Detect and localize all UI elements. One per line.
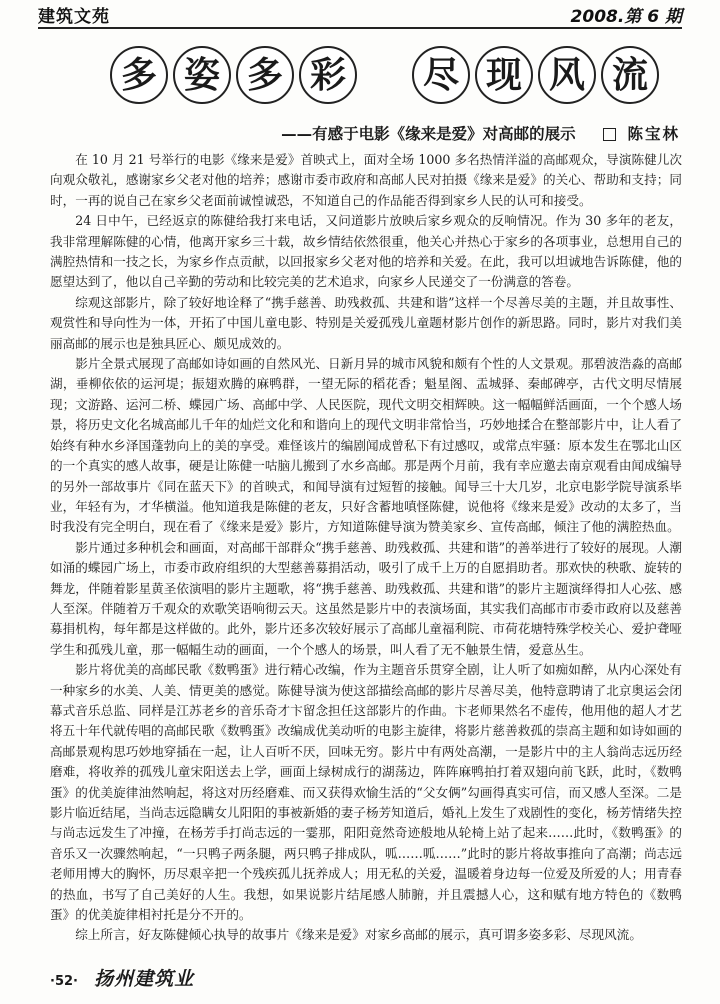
issue-number: 2008.第 6 期 — [570, 7, 682, 27]
article-subtitle: ——有感于电影《缘来是爱》对高邮的展示 — [281, 125, 576, 143]
article-body — [50, 150, 682, 943]
title-char: 流 — [601, 46, 659, 104]
paragraph: 在 10 月 21 号举行的电影《缘来是爱》首映式上，面对全场 1000 多名热情洋溢的高邮观众，导演陈健儿次向观众敬礼，感谢家乡父老对他的培养；感谢市委市政府和高邮人民对拍摄《缘来是爱》的关心、帮助和支持；同时，一再的说自己在家乡父老面前诚惶诚恐，不知道自己的作品能否得到家乡人民的认可和接受。 — [50, 152, 682, 208]
section-name: 建筑文苑 — [38, 7, 110, 27]
header-rule — [38, 27, 682, 29]
article-subtitle-line — [281, 122, 680, 144]
magazine-logo: 扬州建筑业 — [94, 968, 195, 990]
page-number: ·52· — [50, 974, 78, 989]
title-char: 尽 — [412, 46, 470, 104]
author-name: 陈宝林 — [627, 125, 680, 143]
title-char: 多 — [236, 46, 294, 104]
title-char: 风 — [538, 46, 596, 104]
paragraph: 影片全景式展现了高邮如诗如画的自然风光、日新月异的城市风貌和颇有个性的人文景观。那碧波浩淼的高邮湖，垂柳依依的运河堤；振翅欢腾的麻鸭群，一望无际的稻花香；魁星阁、盂城驿、秦邮碑亭，古代文明尽情展现；文游路、运河二桥、蝶园广场、高邮中学、人民医院，现代文明交相辉映。这一幅幅鲜活画面，一个个感人场景，将历史文化名城高邮儿千年的灿烂文化和和谐向上的现代文明非常恰当，巧妙地揉合在整部影片中，让人看了始终有种水乡泽国蓬勃向上的美的享受。难怪该片的编剧闻成曾私下有过感叹，或常点牢骚：原本发生在鄂北山区的一个真实的感人故事，硬是让陈健一咕脑儿搬到了水乡高邮。那是两个月前，我有幸应邀去南京观看由闻成编导的另外一部故事片《同在蓝天下》的首映式，和闻导演有过短暂的接触。闻导三十大几岁，北京电影学院导演系毕业，年轻有为，才华横溢。他知道我是陈健的老友，只好含蓄地嗔怪陈健，说他将《缘来是爱》改动的太多了，当时我没有完全明白，现在看了《缘来是爱》影片，方知道陈健导演为赞美家乡、宣传高邮，倾注了他的满腔热血。 — [50, 356, 682, 535]
title-char: 现 — [475, 46, 533, 104]
title-char: 彩 — [299, 46, 357, 104]
author-box-icon — [603, 128, 616, 141]
paragraph: 影片将优美的高邮民歌《数鸭蛋》进行精心改编，作为主题音乐贯穿全剧，让人听了如痴如醉，从内心深处有一种家乡的水美、人美、情更美的感觉。陈健导演为使这部描绘高邮的影片尽善尽美，他特意聘请了北京奥运会闭幕式音乐总监、同样是江苏老乡的音乐奇才卞留念担任这部影片的作曲。卞老师果然名不虚传，他用他的超人才艺将五十年代就传唱的高邮民歌《数鸭蛋》改编成优美动听的电影主旋律，将影片慈善救孤的崇高主题和如诗如画的高邮景观构思巧妙地穿插在一起，让人百听不厌，回味无穷。影片中有两处高潮，一是影片中的主人翁尚志远历经磨难，将收养的孤残儿童宋阳送去上学，画面上绿树成行的湖荡边，阵阵麻鸭拍打着双翅向前飞跃，此时，《数鸭蛋》的优美旋律油然响起，将这对历经磨难、而又获得欢愉生活的“父女俩”勾画得真实可信，而又感人至深。二是影片临近结尾，当尚志远隐瞒女儿阳阳的事被新婚的妻子杨芳知道后，婚礼上发生了戏剧性的变化，杨芳情绪失控与尚志远发生了冲撞，在杨芳手打尚志远的一霎那，阳阳竟然奇迹般地从轮椅上站了起来……此时，《数鸭蛋》的音乐又一次骤然响起，“一只鸭子两条腿，两只鸭子排成队，呱……呱……”此时的影片将故事推向了高潮；尚志远老师用博大的胸怀，历尽艰辛把一个残疾孤儿抚养成人；用无私的关爱，温暖着身边每一位爱及所爱的人；用青春的热血，书写了自己美好的人生。我想，如果说影片结尾感人肺腑，并且震撼人心，这和赋有地方特色的《数鸭蛋》的优美旋律相衬托是分不开的。 — [50, 662, 682, 923]
paragraph: 24 日中午，已经返京的陈健给我打来电话，又问道影片放映后家乡观众的反响情况。作为 30 多年的老友，我非常理解陈健的心情，他离开家乡三十载，故乡情结依然很重，他关心并热心于家乡的各项事业，总想用自己的满腔热情和一技之长，为家乡作点贡献，以回报家乡父老对他的培养和关爱。在此，我可以坦诚地告诉陈健，他的愿望达到了，他以自己辛勤的劳动和比较完美的艺术追求，向家乡人民递交了一份满意的答卷。 — [50, 213, 682, 290]
paragraph: 综上所言，好友陈健倾心执导的故事片《缘来是爱》对家乡高邮的展示，真可谓多姿多彩、尽现风流。 — [75, 927, 642, 943]
page-footer — [50, 964, 194, 991]
page-header — [38, 2, 682, 27]
article-title — [110, 44, 664, 106]
title-char: 多 — [110, 46, 168, 104]
paragraph: 影片通过多种机会和画面，对高邮干部群众“携手慈善、助残救孤、共建和谐”的善举进行了较好的展现。人潮如涌的蝶园广场上，市委市政府组织的大型慈善募捐活动，吸引了成千上万的自愿捐助者。那欢快的秧歌、旋转的舞龙，伴随着影星黄圣依演唱的影片主题歌，将“携手慈善、助残救孤、共建和谐”的影片主题演绎得扣人心弦、感人至深。伴随着万千观众的欢歌笑语响彻云天。这虽然是影片中的表演场面，其实我们高邮市市委市政府以及慈善募捐机构，每年都是这样做的。此外，影片还多次较好展示了高邮儿童福利院、市荷花塘特殊学校关心、爱护聋哑学生和孤残儿童，那一幅幅生动的画面，一个个感人的场景，叫人看了无不触景生情，爱意丛生。 — [50, 539, 682, 657]
paragraph: 综观这部影片，除了较好地诠释了“携手慈善、助残救孤、共建和谐”这样一个尽善尽美的主题，并且故事性、观赏性和导向性为一体，开拓了中国儿童电影、特别是关爱孤残儿童题材影片创作的新思路。同时，影片对我们美丽高邮的展示也是独具匠心、颇见成效的。 — [50, 294, 682, 351]
title-char: 姿 — [173, 46, 231, 104]
